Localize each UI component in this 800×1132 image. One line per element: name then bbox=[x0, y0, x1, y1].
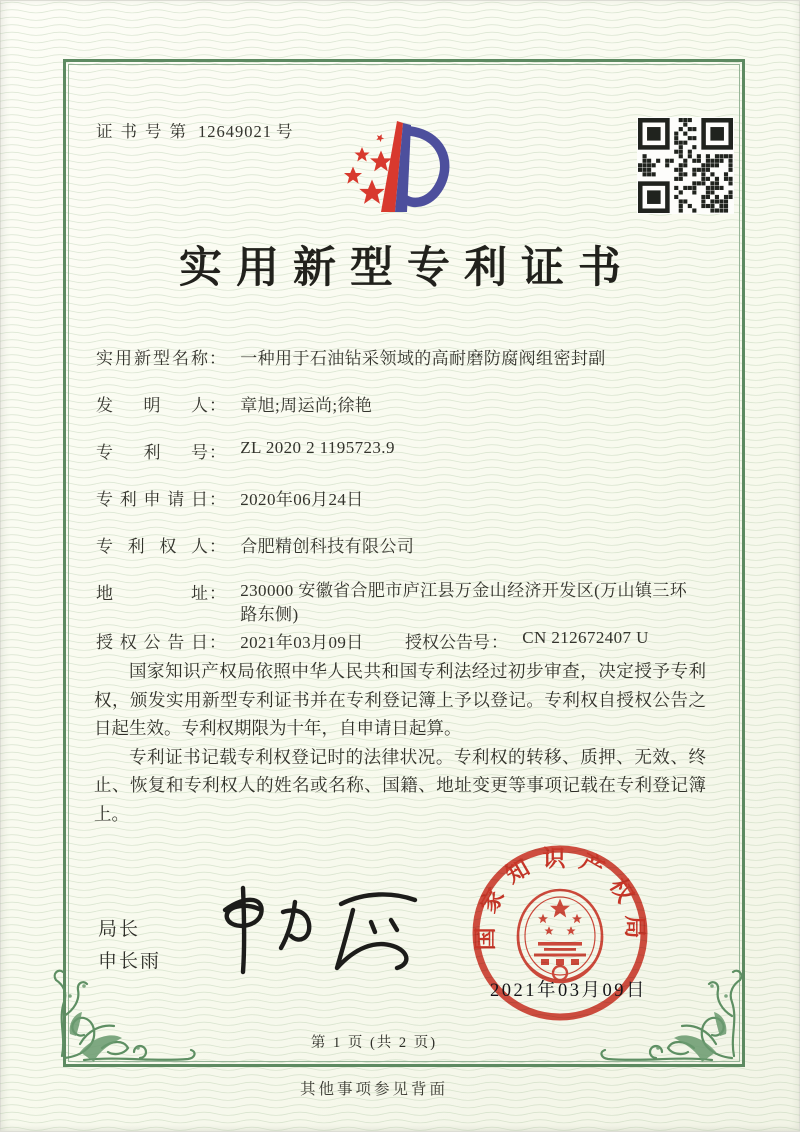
certificate-title: 实用新型专利证书 bbox=[179, 245, 635, 292]
back-side-note: 其他事项参见背面 bbox=[299, 1081, 448, 1098]
field-label: 地址 bbox=[96, 584, 208, 603]
field-label: 专利权人 bbox=[96, 537, 208, 556]
certificate-number-value: 12649021 bbox=[198, 122, 272, 141]
field-row-address bbox=[96, 579, 695, 626]
field-label: 授权公告号 bbox=[405, 633, 490, 652]
field-row-patent-number bbox=[96, 438, 395, 463]
field-label: 发明人 bbox=[96, 396, 208, 415]
legal-text bbox=[94, 657, 706, 828]
seal-date: 2021年03月09日 bbox=[490, 981, 648, 1001]
field-label: 授权公告日 bbox=[96, 633, 208, 652]
field-value-utility-model-name: 一种用于石油钻采领域的高耐磨防腐阀组密封副 bbox=[240, 349, 606, 368]
qr-code bbox=[637, 117, 734, 214]
field-pair-grant-number bbox=[405, 628, 649, 653]
field-value-filing-date: 2020年06月24日 bbox=[240, 490, 364, 509]
field-colon: ： bbox=[209, 443, 226, 462]
field-value-inventors: 章旭;周运尚;徐艳 bbox=[240, 396, 373, 415]
cnipa-logo bbox=[336, 108, 466, 238]
field-colon: ： bbox=[209, 490, 226, 509]
field-value-address: 230000 安徽省合肥市庐江县万金山经济开发区(万山镇三环路东侧) bbox=[240, 581, 688, 624]
field-colon: ： bbox=[209, 349, 226, 368]
signatory-name: 申长雨 bbox=[98, 951, 162, 972]
field-row-grant bbox=[96, 628, 649, 653]
field-value-patent-number: ZL 2020 2 1195723.9 bbox=[240, 438, 395, 457]
field-label: 实用新型名称 bbox=[96, 349, 208, 368]
field-row-utility-model-name bbox=[96, 344, 606, 369]
field-label: 专利号 bbox=[96, 443, 208, 462]
field-row-patentee bbox=[96, 532, 414, 557]
field-colon: ： bbox=[209, 584, 226, 603]
seal-text: 国家知识产权局 bbox=[472, 845, 648, 951]
field-label: 专利申请日 bbox=[96, 490, 208, 509]
field-row-inventors bbox=[96, 391, 372, 416]
page-number: 第 1 页 (共 2 页) bbox=[310, 1035, 438, 1051]
certificate-number bbox=[96, 118, 293, 142]
legal-paragraph-2: 专利证书记载专利权登记时的法律状况。专利权的转移、质押、无效、终止、恢复和专利权人的姓名或名称、国籍、地址变更等事项记载在专利登记簿上。 bbox=[94, 746, 706, 824]
field-value-grant-number: CN 212672407 U bbox=[522, 628, 649, 647]
certificate-number-prefix: 证书号第 bbox=[96, 122, 194, 141]
svg-text:国家知识产权局 bbox=[473, 846, 647, 950]
field-value-grant-date: 2021年03月09日 bbox=[240, 633, 364, 652]
signature-handwriting bbox=[203, 876, 438, 981]
corner-flourish-left bbox=[50, 956, 202, 1082]
national-emblem bbox=[518, 890, 602, 982]
official-seal bbox=[459, 832, 661, 1034]
field-colon: ： bbox=[209, 537, 226, 556]
field-colon: ： bbox=[209, 396, 226, 415]
field-row-filing-date bbox=[96, 485, 364, 510]
certificate-number-suffix: 号 bbox=[276, 122, 293, 141]
legal-paragraph-1: 国家知识产权局依照中华人民共和国专利法经过初步审查，决定授予专利权，颁发实用新型专利证书并在专利登记簿上予以登记。专利权自授权公告之日起生效。专利权期限为十年，自申请日起算。 bbox=[94, 661, 706, 738]
field-value-patentee: 合肥精创科技有限公司 bbox=[240, 537, 415, 556]
signatory-title: 局长 bbox=[98, 919, 141, 940]
field-colon: ： bbox=[491, 633, 508, 652]
field-colon: ： bbox=[209, 633, 226, 652]
